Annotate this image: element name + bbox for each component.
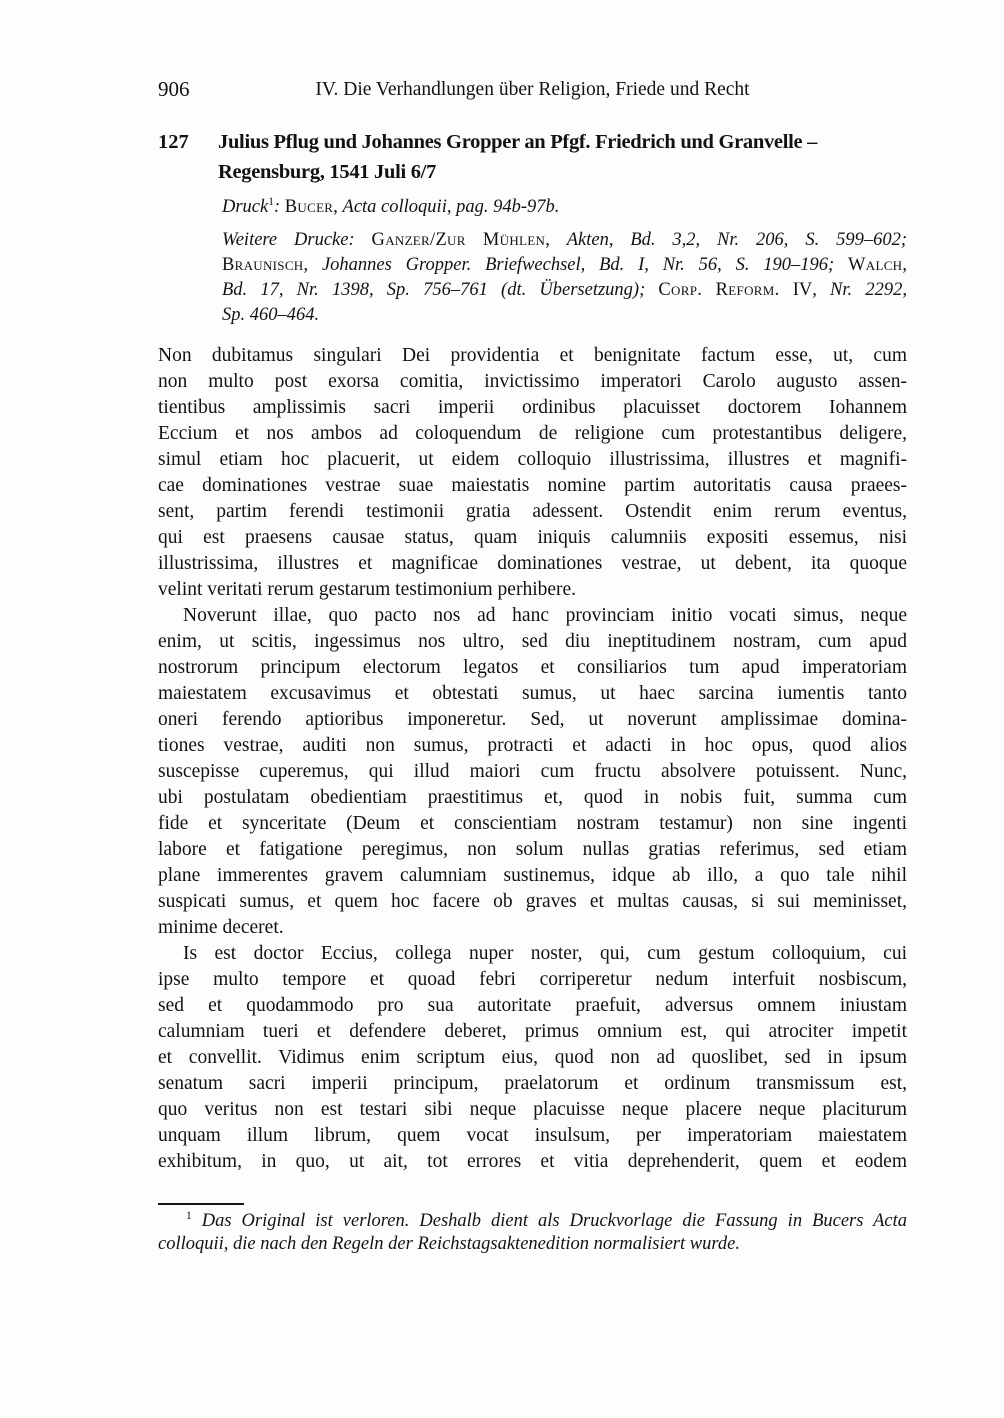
body-text-line: tiones vestrae, auditi non sumus, protracti et adacti in hoc opus, quod alios xyxy=(158,735,907,756)
body-text-line: qui est praesens causae status, quam iniquis calumniis expositi essemus, nisi xyxy=(158,527,907,548)
body-text-line: quo veritus non est testari sibi neque placuisse neque placere neque placiturum xyxy=(158,1099,907,1120)
page-number: 906 xyxy=(158,77,190,101)
weitere-drucke-line: Weitere Drucke: Ganzer/Zur Mühlen, Akten, Bd. 3,2, Nr. 206, S. 599–602; xyxy=(222,230,907,250)
body-text-line: fide et synceritate (Deum et conscientiam nostram testamur) non sine ingenti xyxy=(158,813,907,834)
document-heading xyxy=(158,127,907,187)
footnote-area xyxy=(158,1203,907,1256)
body-text-line: ipse multo tempore et quoad febri corriperetur nedum interfuit nosbiscum, xyxy=(158,969,907,990)
body-text-line: calumniam tueri et defendere deberet, primus omnium est, qui atrociter impetit xyxy=(158,1021,907,1042)
document-number: 127 xyxy=(158,131,189,153)
body-text-line: plane immerentes gravem calumniam sustinemus, idque ab illo, a quo tale nihil xyxy=(158,865,907,886)
weitere-drucke-references xyxy=(222,228,907,328)
body-text-line: et convellit. Vidimus enim scriptum eius, quod non ad quoslibet, sed in ipsum xyxy=(158,1047,907,1068)
body-text-line: suspicati sumus, et quem hoc facere ob graves et multas causas, si sui meminisset, xyxy=(158,891,907,912)
imprint-block xyxy=(222,195,907,328)
body-text-line: enim, ut scitis, ingessimus nos ultro, sed diu ineptitudinem nostram, cum apud xyxy=(158,631,907,652)
body-text-line: suscepisse cuperemus, qui illud maiori cum fructu absolvere potuissent. Nunc, xyxy=(158,761,907,782)
body-text-line: ubi postulatam obedientiam praestitimus et, quod in nobis fuit, summa cum xyxy=(158,787,907,808)
body-text-line: minime deceret. xyxy=(158,917,284,938)
body-paragraph xyxy=(158,941,907,1175)
document-title-line: Julius Pflug und Johannes Gropper an Pfgf. Friedrich und Granvelle – xyxy=(218,131,818,153)
druck-reference xyxy=(222,195,907,220)
document-title-line: Regensburg, 1541 Juli 6/7 xyxy=(218,161,437,183)
footnote-rule xyxy=(158,1203,244,1205)
body-text-line: nostrorum principum electorum legatos et consiliarios tum apud imperatoriam xyxy=(158,657,907,678)
weitere-drucke-line: Sp. 460–464. xyxy=(222,305,320,325)
body-text-line: cae dominationes vestrae suae maiestatis nomine partim autoritatis causa praees- xyxy=(158,475,907,496)
body-text-line: labore et fatigatione peregimus, non solum nullas gratias referimus, sed etiam xyxy=(158,839,907,860)
body-text-line: sent, partim ferendi testimonii gratia adessent. Ostendit enim rerum eventus, xyxy=(158,501,907,522)
body-text-line: exhibitum, in quo, ut ait, tot errores et vitia deprehenderit, quem et eodem xyxy=(158,1151,907,1172)
footnote-line: colloquii, die nach den Regeln der Reichstagsaktenedition normalisiert wurde. xyxy=(158,1234,740,1254)
document-title xyxy=(218,127,907,187)
body-text-line: non multo post exorsa comitia, invictissimo imperatori Carolo augusto assen- xyxy=(158,371,907,392)
body-text-line: senatum sacri imperii principum, praelatorum et ordinum transmissum est, xyxy=(158,1073,907,1094)
body-text-line: velint veritati rerum gestarum testimonium perhibere. xyxy=(158,579,577,600)
body-text-line: illustrissima, illustres et magnificae dominationes vestrae, ut debent, ita quoque xyxy=(158,553,907,574)
footnote-line: $^1$ Das Original ist verloren. Deshalb dient als Druckvorlage die Fassung in Bucers Acta xyxy=(186,1209,908,1231)
running-head-title: IV. Die Verhandlungen über Religion, Friede und Recht xyxy=(315,79,750,100)
body-text-line: Noverunt illae, quo pacto nos ad hanc provinciam initio vocati simus, neque xyxy=(183,605,907,626)
letter-body xyxy=(158,343,907,1175)
page-header xyxy=(158,78,907,102)
body-text-line: oneri ferendo aptioribus imponeretur. Sed, ut noverunt amplissimae domina- xyxy=(158,709,907,730)
body-text-line: maiestatem excusavimus et obtestati sumus, ut haec sarcina iumentis tanto xyxy=(158,683,907,704)
body-text-line: Non dubitamus singulari Dei providentia et benignitate factum esse, ut, cum xyxy=(158,345,907,366)
weitere-drucke-line: Braunisch, Johannes Gropper. Briefwechsel, Bd. I, Nr. 56, S. 190–196; Walch, xyxy=(222,255,907,275)
body-text-line: sed et quodammodo pro sua autoritate praefuit, adversus omnem iniustam xyxy=(158,995,907,1016)
body-text-line: Is est doctor Eccius, collega nuper noster, qui, cum gestum colloquium, cui xyxy=(183,943,907,964)
druck-line: Druck$^1$: Bucer, Acta colloquii, pag. 94b-97b. xyxy=(222,195,560,217)
body-text-line: simul etiam hoc placuerit, ut eidem colloquio illustrissima, illustres et magnifi- xyxy=(158,449,907,470)
body-text-line: unquam illum librum, quem vocat insulsum, per imperatoriam maiestatem xyxy=(158,1125,907,1146)
body-paragraph xyxy=(158,603,907,941)
body-paragraph xyxy=(158,343,907,603)
footnote xyxy=(158,1210,907,1256)
body-text-line: Eccium et nos ambos ad coloquendum de religione cum protestantibus deligere, xyxy=(158,423,907,444)
body-text-line: tientibus amplissimis sacri imperii ordinibus placuisset doctorem Iohannem xyxy=(158,397,907,418)
weitere-drucke-line: Bd. 17, Nr. 1398, Sp. 756–761 (dt. Übersetzung); Corp. Reform. IV, Nr. 2292, xyxy=(222,280,907,300)
